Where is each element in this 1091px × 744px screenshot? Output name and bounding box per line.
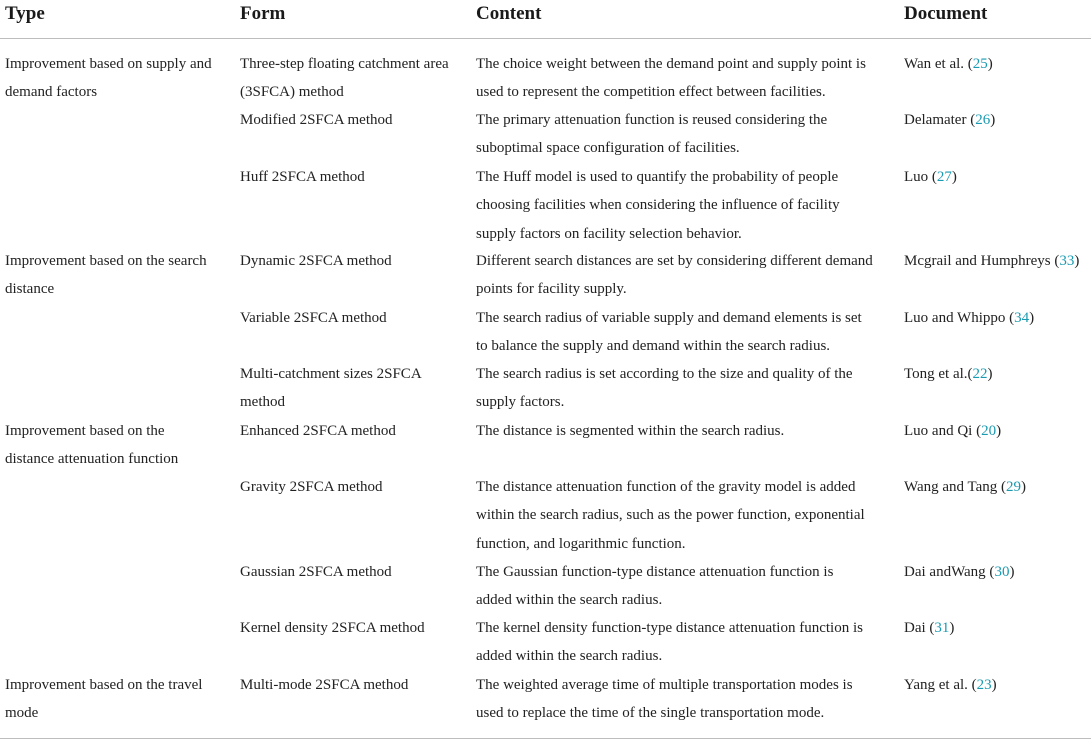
citation-link[interactable]: 26	[975, 112, 991, 128]
document-cell: Luo and Qi (20)	[904, 423, 1002, 439]
document-cell: Dai (31)	[904, 620, 955, 636]
citation-link[interactable]: 23	[976, 677, 992, 693]
type-cell: Improvement based on the distance attenuation function	[5, 423, 179, 468]
form-cell: Gaussian 2SFCA method	[240, 564, 392, 580]
content-cell: The choice weight between the demand point and supply point is used to represent the competition effect between facilities.	[476, 56, 866, 101]
content-cell: The distance attenuation function of the gravity model is added within the search radius, such as the power function, exponential function, and logarithmic function.	[476, 479, 865, 552]
form-cell: Gravity 2SFCA method	[240, 479, 383, 495]
content-cell: The Gaussian function-type distance attenuation function is added within the search radius.	[476, 564, 834, 609]
form-cell: Modified 2SFCA method	[240, 112, 393, 128]
header-form: Form	[240, 3, 286, 24]
content-cell: The Huff model is used to quantify the probability of people choosing facilities when considering the influence of facility supply factors on facility selection behavior.	[476, 169, 840, 242]
citation-link[interactable]: 34	[1014, 310, 1030, 326]
content-cell: The search radius is set according to the size and quality of the supply factors.	[476, 366, 853, 411]
form-cell: Dynamic 2SFCA method	[240, 253, 392, 269]
citation-link[interactable]: 20	[981, 423, 997, 439]
document-cell: Dai andWang (30)	[904, 564, 1015, 580]
document-cell: Luo and Whippo (34)	[904, 310, 1035, 326]
document-cell: Tong et al.(22)	[904, 366, 993, 382]
content-cell: The search radius of variable supply and demand elements is set to balance the supply and demand within the search radius.	[476, 310, 862, 355]
type-cell: Improvement based on the travel mode	[5, 677, 203, 722]
form-cell: Enhanced 2SFCA method	[240, 423, 396, 439]
content-cell: The primary attenuation function is reused considering the suboptimal space configuration of facilities.	[476, 112, 828, 157]
form-cell: Multi-catchment sizes 2SFCA method	[240, 366, 422, 411]
document-cell: Wan et al. (25)	[904, 56, 993, 72]
document-cell: Delamater (26)	[904, 112, 996, 128]
citation-link[interactable]: 29	[1006, 479, 1022, 495]
table-header	[0, 0, 1091, 40]
citation-link[interactable]: 27	[936, 169, 952, 185]
content-cell: The weighted average time of multiple transportation modes is used to replace the time of the single transportation mode.	[476, 677, 853, 722]
content-cell: Different search distances are set by considering different demand points for facility supply.	[476, 253, 873, 298]
document-cell: Luo (27)	[904, 169, 957, 185]
form-cell: Huff 2SFCA method	[240, 169, 365, 185]
document-cell: Yang et al. (23)	[904, 677, 997, 693]
header-document: Document	[904, 3, 988, 24]
form-cell: Three-step floating catchment area (3SFCA) method	[240, 56, 449, 101]
citation-link[interactable]: 31	[934, 620, 950, 636]
content-cell: The kernel density function-type distance attenuation function is added within the search radius.	[476, 620, 863, 665]
citation-link[interactable]: 30	[994, 564, 1010, 580]
type-cell: Improvement based on supply and demand factors	[5, 56, 212, 101]
header-rule	[0, 38, 1091, 39]
citation-link[interactable]: 25	[972, 56, 988, 72]
citation-link[interactable]: 33	[1059, 253, 1075, 269]
header-content: Content	[476, 3, 542, 24]
citation-link[interactable]: 22	[972, 366, 988, 382]
form-cell: Multi-mode 2SFCA method	[240, 677, 409, 693]
type-cell: Improvement based on the search distance	[5, 253, 207, 298]
header-type: Type	[5, 3, 45, 24]
form-cell: Variable 2SFCA method	[240, 310, 387, 326]
content-cell: The distance is segmented within the search radius.	[476, 423, 785, 439]
table-bottom-rule	[0, 738, 1091, 739]
form-cell: Kernel density 2SFCA method	[240, 620, 425, 636]
document-cell: Mcgrail and Humphreys (33)	[904, 253, 1080, 269]
document-cell: Wang and Tang (29)	[904, 479, 1027, 495]
